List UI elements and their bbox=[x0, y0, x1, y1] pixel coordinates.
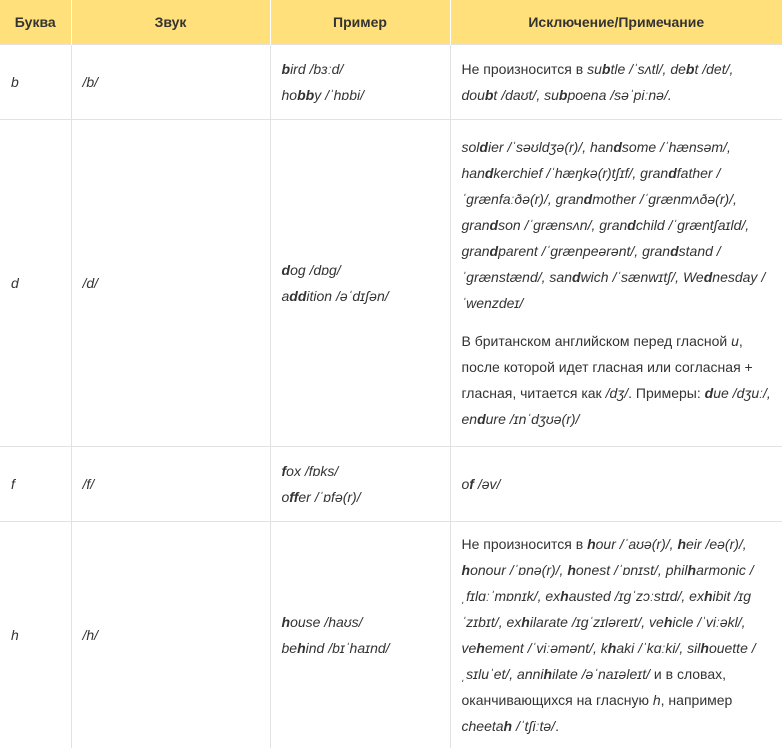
header-sound: Звук bbox=[71, 0, 270, 45]
highlighted-letters: d bbox=[490, 217, 499, 233]
text-segment: Не произносится в bbox=[462, 536, 588, 552]
header-example: Пример bbox=[270, 0, 450, 45]
text-segment: sol bbox=[462, 139, 480, 155]
highlighted-letters: h bbox=[504, 718, 513, 734]
text-segment: /əv/ bbox=[474, 476, 500, 492]
highlighted-letters: d bbox=[705, 385, 714, 401]
highlighted-letters: h bbox=[677, 536, 686, 552]
highlighted-letters: d bbox=[584, 191, 593, 207]
example-word bbox=[282, 257, 439, 283]
example-word bbox=[282, 484, 439, 510]
text-segment: be bbox=[282, 640, 298, 656]
sound-cell: /h/ bbox=[71, 522, 270, 748]
text-segment: ird /bɜːd/ bbox=[290, 61, 343, 77]
text-segment: father /ˈgrænfaːðə(r)/, gran bbox=[462, 165, 721, 207]
example-cell bbox=[270, 522, 450, 748]
sound-cell: /b/ bbox=[71, 45, 270, 120]
table-row bbox=[0, 447, 782, 522]
text-segment: ibit /ɪgˈzɪbɪt/, ex bbox=[462, 588, 751, 630]
note-paragraph bbox=[462, 56, 772, 108]
letter-cell: h bbox=[0, 522, 71, 748]
table-row bbox=[0, 120, 782, 447]
sound-cell: /d/ bbox=[71, 120, 270, 447]
text-segment: cheeta bbox=[462, 718, 504, 734]
highlighted-letters: d bbox=[613, 139, 622, 155]
text-segment: Не произносится в bbox=[462, 61, 588, 77]
highlighted-letters: h bbox=[282, 614, 291, 630]
highlighted-letters: h bbox=[567, 562, 576, 578]
highlighted-letters: d bbox=[282, 262, 291, 278]
text-segment: В британском английском перед гласной bbox=[462, 333, 732, 349]
text-segment: su bbox=[587, 61, 602, 77]
text-segment: wich /ˈsænwɪtʃ/, We bbox=[581, 269, 704, 285]
example-word bbox=[282, 56, 439, 82]
highlighted-letters: dd bbox=[289, 288, 306, 304]
example-word bbox=[282, 609, 439, 635]
text-segment: o bbox=[462, 476, 470, 492]
highlighted-letters: b bbox=[602, 61, 611, 77]
note-cell bbox=[450, 45, 782, 120]
text-segment: /dʒ/ bbox=[606, 385, 629, 401]
text-segment: /ˈtʃiːtə/ bbox=[512, 718, 555, 734]
text-segment: u bbox=[731, 333, 739, 349]
text-segment: y /ˈhɒbi/ bbox=[314, 87, 364, 103]
text-segment: er /ˈɒfə(r)/ bbox=[298, 489, 360, 505]
text-segment: ier /ˈsəʊldʒə(r)/, han bbox=[488, 139, 613, 155]
text-segment: son /ˈgrænsʌn/, gran bbox=[498, 217, 627, 233]
text-segment: и в словах, оканчивающихся на гласную bbox=[462, 666, 727, 708]
header-letter: Буква bbox=[0, 0, 71, 45]
highlighted-letters: h bbox=[560, 588, 569, 604]
highlighted-letters: h bbox=[544, 666, 553, 682]
text-segment: ue /dʒuː/, en bbox=[462, 385, 771, 427]
text-segment: ition /əˈdɪʃən/ bbox=[306, 288, 388, 304]
text-segment: . Примеры: bbox=[628, 385, 705, 401]
text-segment: austed /ɪgˈzɔːstɪd/, ex bbox=[569, 588, 704, 604]
highlighted-letters: d bbox=[627, 217, 636, 233]
text-segment: , например bbox=[661, 692, 733, 708]
text-segment: ilate /əˈnaɪəleɪt/ bbox=[552, 666, 650, 682]
example-word bbox=[282, 82, 439, 108]
highlighted-letters: h bbox=[700, 640, 709, 656]
example-word bbox=[282, 635, 439, 661]
text-segment: ind /bɪˈhaɪnd/ bbox=[306, 640, 390, 656]
highlighted-letters: bb bbox=[297, 87, 314, 103]
highlighted-letters: d bbox=[670, 243, 679, 259]
highlighted-letters: d bbox=[668, 165, 677, 181]
note-paragraph bbox=[462, 471, 772, 497]
text-segment: kerchief /ˈhæŋkə(r)tʃɪf/, gran bbox=[493, 165, 668, 181]
text-segment: eir /eə(r)/, bbox=[686, 536, 747, 552]
text-segment: ouette /ˌsɪluˈet/, anni bbox=[462, 640, 756, 682]
highlighted-letters: h bbox=[521, 614, 530, 630]
highlighted-letters: d bbox=[479, 139, 488, 155]
text-segment: ouse /haʊs/ bbox=[290, 614, 362, 630]
text-segment: h bbox=[653, 692, 661, 708]
note-paragraph bbox=[462, 134, 772, 316]
highlighted-letters: d bbox=[490, 243, 499, 259]
highlighted-letters: d bbox=[572, 269, 581, 285]
text-segment: some /ˈhænsəm/, han bbox=[462, 139, 731, 181]
text-segment: our /ˈaʊə(r)/, bbox=[596, 536, 678, 552]
text-segment: aki /ˈkɑːki/, sil bbox=[616, 640, 700, 656]
text-segment: ho bbox=[282, 87, 298, 103]
text-segment: t /daʊt/, su bbox=[493, 87, 558, 103]
highlighted-letters: h bbox=[664, 614, 673, 630]
note-paragraph bbox=[462, 328, 772, 432]
table-row bbox=[0, 522, 782, 748]
text-segment: icle /ˈviːəkl/, ve bbox=[462, 614, 746, 656]
text-segment: onest /ˈɒnɪst/, phil bbox=[576, 562, 688, 578]
note-paragraph bbox=[462, 531, 772, 739]
text-segment: onour /ˈɒnə(r)/, bbox=[470, 562, 567, 578]
highlighted-letters: d bbox=[485, 165, 494, 181]
header-row bbox=[0, 0, 782, 45]
example-cell bbox=[270, 45, 450, 120]
text-segment: ilarate /ɪgˈzɪləreɪt/, ve bbox=[530, 614, 664, 630]
text-segment: ox /fɒks/ bbox=[286, 463, 338, 479]
text-segment: ure /ɪnˈdʒʊə(r)/ bbox=[486, 411, 580, 427]
text-segment: stand /ˈgrænstænd/, san bbox=[462, 243, 721, 285]
highlighted-letters: d bbox=[704, 269, 713, 285]
highlighted-letters: h bbox=[704, 588, 713, 604]
text-segment: nesday /ˈwenzdeɪ/ bbox=[462, 269, 766, 311]
text-segment: armonic /ˌfɪlɑːˈmɒnɪk/, ex bbox=[462, 562, 754, 604]
table-row bbox=[0, 45, 782, 120]
example-word bbox=[282, 283, 439, 309]
text-segment: parent /ˈgrænpeərənt/, gran bbox=[498, 243, 670, 259]
text-segment: , после которой идет гласная или согласная + гласная, читается как bbox=[462, 333, 753, 401]
example-cell bbox=[270, 447, 450, 522]
example-cell bbox=[270, 120, 450, 447]
highlighted-letters: h bbox=[462, 562, 471, 578]
text-segment: mother /ˈgrænmʌðə(r)/, gran bbox=[462, 191, 737, 233]
highlighted-letters: h bbox=[297, 640, 306, 656]
highlighted-letters: f bbox=[469, 476, 474, 492]
highlighted-letters: b bbox=[282, 61, 291, 77]
text-segment: . bbox=[555, 718, 559, 734]
sound-cell: /f/ bbox=[71, 447, 270, 522]
text-segment: poena /səˈpiːnə/. bbox=[567, 87, 671, 103]
text-segment: o bbox=[282, 489, 290, 505]
highlighted-letters: b bbox=[559, 87, 568, 103]
text-segment: child /ˈgræntʃaɪld/, gran bbox=[462, 217, 750, 259]
highlighted-letters: h bbox=[587, 536, 596, 552]
note-cell bbox=[450, 120, 782, 447]
highlighted-letters: h bbox=[608, 640, 617, 656]
text-segment: tle /ˈsʌtl/, de bbox=[610, 61, 685, 77]
letter-cell: d bbox=[0, 120, 71, 447]
highlighted-letters: h bbox=[688, 562, 697, 578]
note-cell bbox=[450, 522, 782, 748]
highlighted-letters: ff bbox=[289, 489, 298, 505]
highlighted-letters: b bbox=[686, 61, 695, 77]
letter-cell: f bbox=[0, 447, 71, 522]
highlighted-letters: f bbox=[282, 463, 287, 479]
highlighted-letters: b bbox=[485, 87, 494, 103]
text-segment: og /dɒg/ bbox=[290, 262, 341, 278]
example-word bbox=[282, 458, 439, 484]
header-note: Исключение/Примечание bbox=[450, 0, 782, 45]
highlighted-letters: d bbox=[477, 411, 486, 427]
letter-cell: b bbox=[0, 45, 71, 120]
note-cell bbox=[450, 447, 782, 522]
highlighted-letters: h bbox=[476, 640, 485, 656]
text-segment: t /det/, dou bbox=[462, 61, 734, 103]
text-segment: a bbox=[282, 288, 290, 304]
text-segment: ement /ˈviːəmənt/, k bbox=[485, 640, 608, 656]
